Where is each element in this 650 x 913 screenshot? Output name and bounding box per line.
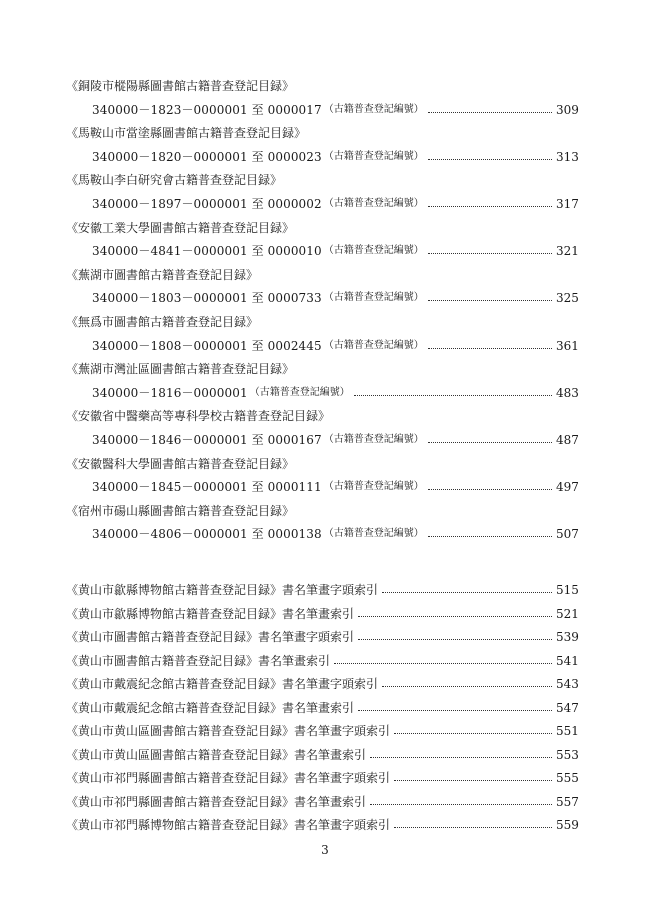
index-title: 《黄山市祁門縣圖書館古籍普查登記目録》書名筆畫索引 bbox=[66, 795, 367, 809]
catalog-title: 《蕪湖市灣沚區圖書館古籍普查登記目録》 bbox=[66, 362, 295, 376]
leader-dots bbox=[428, 489, 552, 490]
leader-dots bbox=[428, 112, 552, 113]
index-entry bbox=[0, 792, 650, 812]
page-number: 3 bbox=[321, 843, 329, 857]
register-code: 340000－1845－0000001 至 0000111 bbox=[92, 480, 322, 494]
page-ref: 559 bbox=[556, 818, 579, 832]
page-ref: 483 bbox=[556, 386, 579, 400]
register-note: （古籍普查登記編號） bbox=[323, 245, 424, 256]
page-ref: 521 bbox=[556, 607, 579, 621]
catalog-entry bbox=[0, 100, 650, 120]
leader-dots bbox=[334, 663, 552, 664]
page-ref: 487 bbox=[556, 433, 579, 447]
index-entry bbox=[0, 745, 650, 765]
page-ref: 553 bbox=[556, 748, 579, 762]
index-entry bbox=[0, 627, 650, 647]
index-entry bbox=[0, 604, 650, 624]
page-ref: 543 bbox=[556, 677, 579, 691]
leader-dots bbox=[358, 616, 552, 617]
leader-dots bbox=[382, 592, 552, 593]
catalog-entry bbox=[0, 288, 650, 308]
register-note: （古籍普查登記編號） bbox=[323, 151, 424, 162]
catalog-title: 《安徽醫科大學圖書館古籍普查登記目録》 bbox=[66, 457, 295, 471]
leader-dots bbox=[428, 442, 552, 443]
leader-dots bbox=[428, 253, 552, 254]
leader-dots bbox=[370, 757, 552, 758]
page-ref: 541 bbox=[556, 654, 579, 668]
register-code: 340000－4841－0000001 至 0000010 bbox=[92, 244, 322, 258]
index-entry bbox=[0, 651, 650, 671]
catalog-title: 《宿州市碭山縣圖書館古籍普查登記目録》 bbox=[66, 504, 295, 518]
register-note: （古籍普查登記編號） bbox=[323, 292, 424, 303]
index-title: 《黄山市祁門縣博物館古籍普查登記目録》書名筆畫字頭索引 bbox=[66, 818, 391, 832]
leader-dots bbox=[428, 300, 552, 301]
catalog-entry bbox=[0, 241, 650, 261]
leader-dots bbox=[394, 733, 552, 734]
catalog-title: 《安徽工業大學圖書館古籍普查登記目録》 bbox=[66, 221, 295, 235]
catalog-entry bbox=[0, 336, 650, 356]
catalog-title: 《馬鞍山市當塗縣圖書館古籍普查登記目録》 bbox=[66, 126, 307, 140]
index-entry bbox=[0, 815, 650, 835]
index-title: 《黄山市歙縣博物館古籍普查登記目録》書名筆畫字頭索引 bbox=[66, 583, 379, 597]
catalog-title: 《安徽省中醫藥高等專科學校古籍普查登記目録》 bbox=[66, 409, 331, 423]
register-note: （古籍普查登記編號） bbox=[323, 434, 424, 445]
index-title: 《黄山市圖書館古籍普查登記目録》書名筆畫字頭索引 bbox=[66, 630, 355, 644]
catalog-title: 《蕪湖市圖書館古籍普查登記目録》 bbox=[66, 268, 259, 282]
page-ref: 325 bbox=[556, 291, 579, 305]
register-note: （古籍普查登記編號） bbox=[323, 528, 424, 539]
page-ref: 321 bbox=[556, 244, 579, 258]
index-title: 《黄山市歙縣博物館古籍普查登記目録》書名筆畫索引 bbox=[66, 607, 355, 621]
leader-dots bbox=[354, 395, 552, 396]
catalog-entry bbox=[0, 477, 650, 497]
page-ref: 555 bbox=[556, 771, 579, 785]
catalog-title: 《銅陵市樅陽縣圖書館古籍普查登記目録》 bbox=[66, 79, 295, 93]
index-title: 《黄山市戴震紀念館古籍普查登記目録》書名筆畫索引 bbox=[66, 701, 355, 715]
catalog-entry bbox=[0, 430, 650, 450]
page-ref: 557 bbox=[556, 795, 579, 809]
leader-dots bbox=[428, 159, 552, 160]
page-ref: 309 bbox=[556, 103, 579, 117]
leader-dots bbox=[428, 348, 552, 349]
register-code: 340000－1808－0000001 至 0002445 bbox=[92, 339, 322, 353]
catalog-entry bbox=[0, 147, 650, 167]
page-ref: 547 bbox=[556, 701, 579, 715]
register-code: 340000－1803－0000001 至 0000733 bbox=[92, 291, 322, 305]
register-note: （古籍普查登記編號） bbox=[323, 481, 424, 492]
index-title: 《黄山市戴震紀念館古籍普查登記目録》書名筆畫字頭索引 bbox=[66, 677, 379, 691]
page-ref: 317 bbox=[556, 197, 579, 211]
leader-dots bbox=[358, 639, 552, 640]
catalog-title: 《無爲市圖書館古籍普查登記目録》 bbox=[66, 315, 259, 329]
index-entry bbox=[0, 580, 650, 600]
register-code: 340000－4806－0000001 至 0000138 bbox=[92, 527, 322, 541]
page-ref: 507 bbox=[556, 527, 579, 541]
leader-dots bbox=[358, 710, 552, 711]
register-code: 340000－1823－0000001 至 0000017 bbox=[92, 103, 322, 117]
index-title: 《黄山市黄山區圖書館古籍普查登記目録》書名筆畫字頭索引 bbox=[66, 724, 391, 738]
page-ref: 551 bbox=[556, 724, 579, 738]
leader-dots bbox=[394, 780, 552, 781]
index-title: 《黄山市圖書館古籍普查登記目録》書名筆畫索引 bbox=[66, 654, 331, 668]
register-note: （古籍普查登記編號） bbox=[323, 340, 424, 351]
index-entry bbox=[0, 721, 650, 741]
index-title: 《黄山市黄山區圖書館古籍普查登記目録》書名筆畫索引 bbox=[66, 748, 367, 762]
page-ref: 539 bbox=[556, 630, 579, 644]
register-note: （古籍普查登記編號） bbox=[323, 198, 424, 209]
page-ref: 497 bbox=[556, 480, 579, 494]
register-code: 340000－1846－0000001 至 0000167 bbox=[92, 433, 322, 447]
catalog-entry bbox=[0, 524, 650, 544]
register-code: 340000－1897－0000001 至 0000002 bbox=[92, 197, 322, 211]
index-entry bbox=[0, 674, 650, 694]
page-ref: 361 bbox=[556, 339, 579, 353]
leader-dots bbox=[428, 206, 552, 207]
register-note: （古籍普查登記編號） bbox=[249, 387, 350, 398]
page-ref: 515 bbox=[556, 583, 579, 597]
leader-dots bbox=[370, 804, 552, 805]
index-entry bbox=[0, 698, 650, 718]
leader-dots bbox=[428, 536, 552, 537]
leader-dots bbox=[382, 686, 552, 687]
register-note: （古籍普查登記編號） bbox=[323, 104, 424, 115]
catalog-title: 《馬鞍山李白研究會古籍普查登記目録》 bbox=[66, 173, 283, 187]
leader-dots bbox=[394, 827, 552, 828]
catalog-entry bbox=[0, 194, 650, 214]
register-code: 340000－1816－0000001 bbox=[92, 386, 248, 400]
catalog-entry bbox=[0, 383, 650, 403]
page-ref: 313 bbox=[556, 150, 579, 164]
index-entry bbox=[0, 768, 650, 788]
register-code: 340000－1820－0000001 至 0000023 bbox=[92, 150, 322, 164]
index-title: 《黄山市祁門縣圖書館古籍普查登記目録》書名筆畫字頭索引 bbox=[66, 771, 391, 785]
